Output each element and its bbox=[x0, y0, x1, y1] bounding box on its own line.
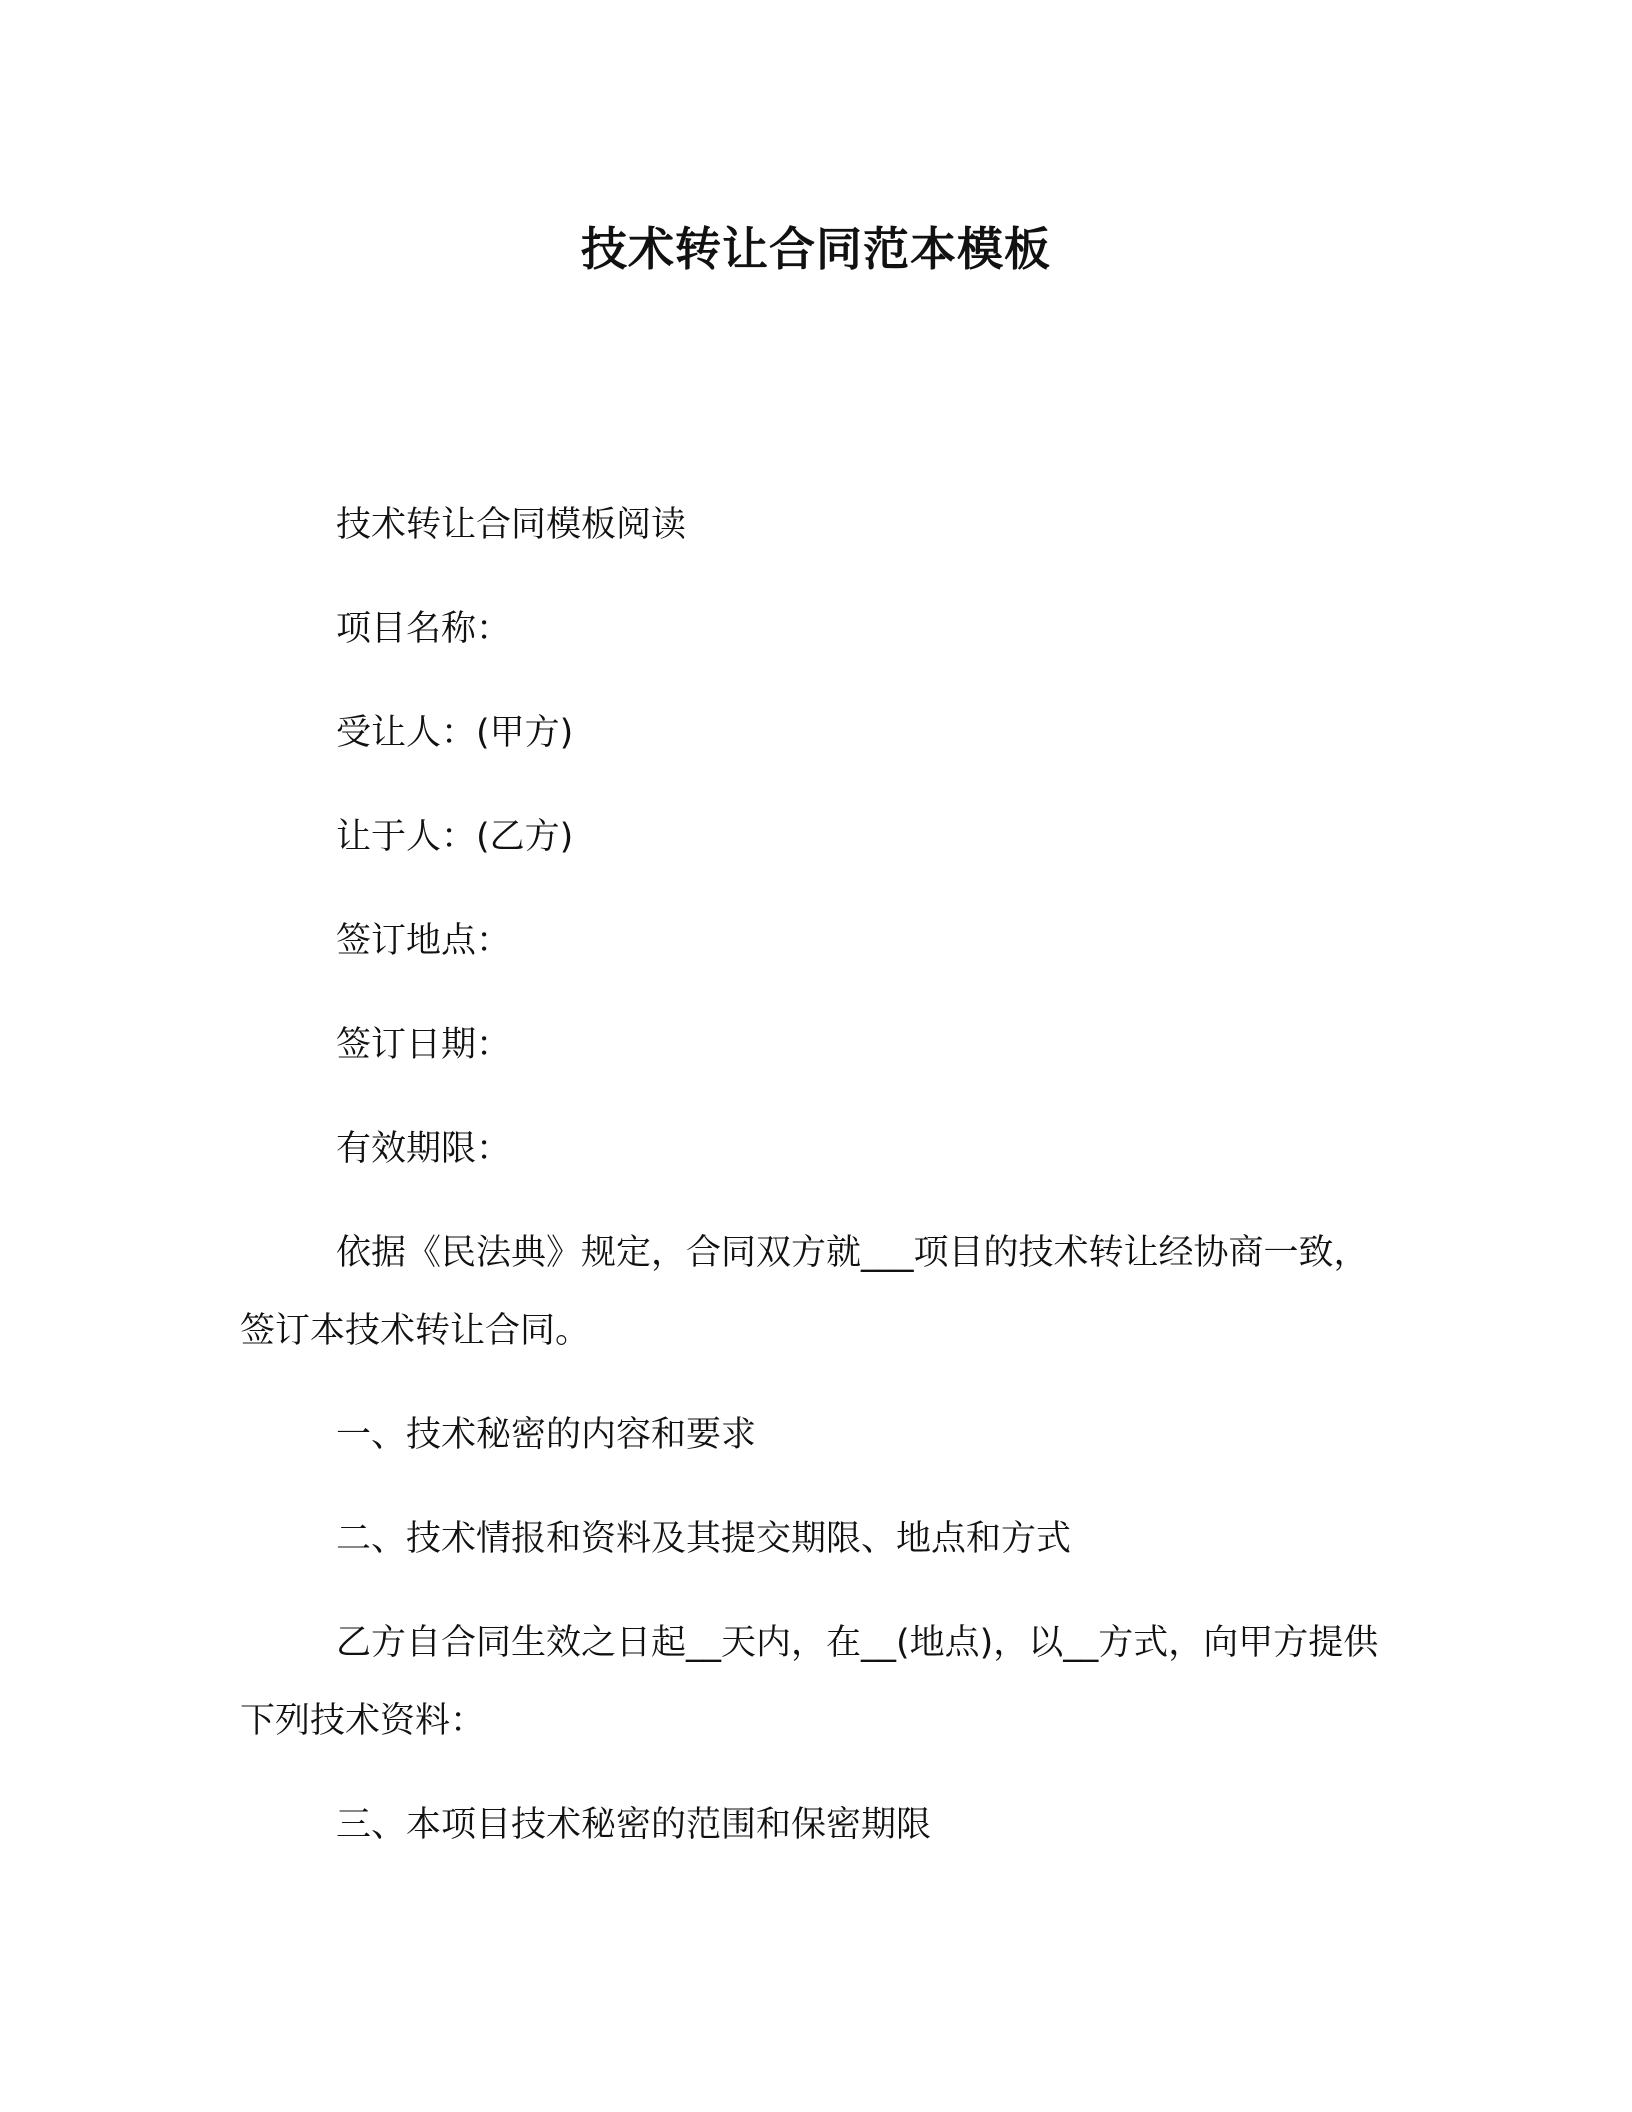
document-title: 技术转让合同范本模板 bbox=[581, 222, 1051, 276]
paragraph-party-b: 让于人：(乙方) bbox=[336, 817, 574, 857]
paragraph-template-intro: 技术转让合同模板阅读 bbox=[336, 505, 687, 545]
section-heading-1: 一、技术秘密的内容和要求 bbox=[336, 1415, 757, 1455]
document-body bbox=[240, 486, 1390, 1890]
paragraph-project-name: 项目名称： bbox=[336, 609, 512, 649]
paragraph-party-a: 受让人：(甲方) bbox=[336, 713, 574, 753]
paragraph-delivery-terms: 乙方自合同生效之日起__天内，在__(地点)，以__方式，向甲方提供下列技术资料： bbox=[240, 1623, 1379, 1741]
section-heading-3: 三、本项目技术秘密的范围和保密期限 bbox=[336, 1805, 932, 1845]
paragraph-preamble: 依据《民法典》规定，合同双方就___项目的技术转让经协商一致，签订本技术转让合同。 bbox=[240, 1233, 1369, 1351]
paragraph-signing-date: 签订日期： bbox=[336, 1025, 512, 1065]
paragraph-validity: 有效期限： bbox=[336, 1129, 512, 1169]
paragraph-signing-place: 签订地点： bbox=[336, 921, 512, 961]
section-heading-2: 二、技术情报和资料及其提交期限、地点和方式 bbox=[336, 1519, 1072, 1559]
